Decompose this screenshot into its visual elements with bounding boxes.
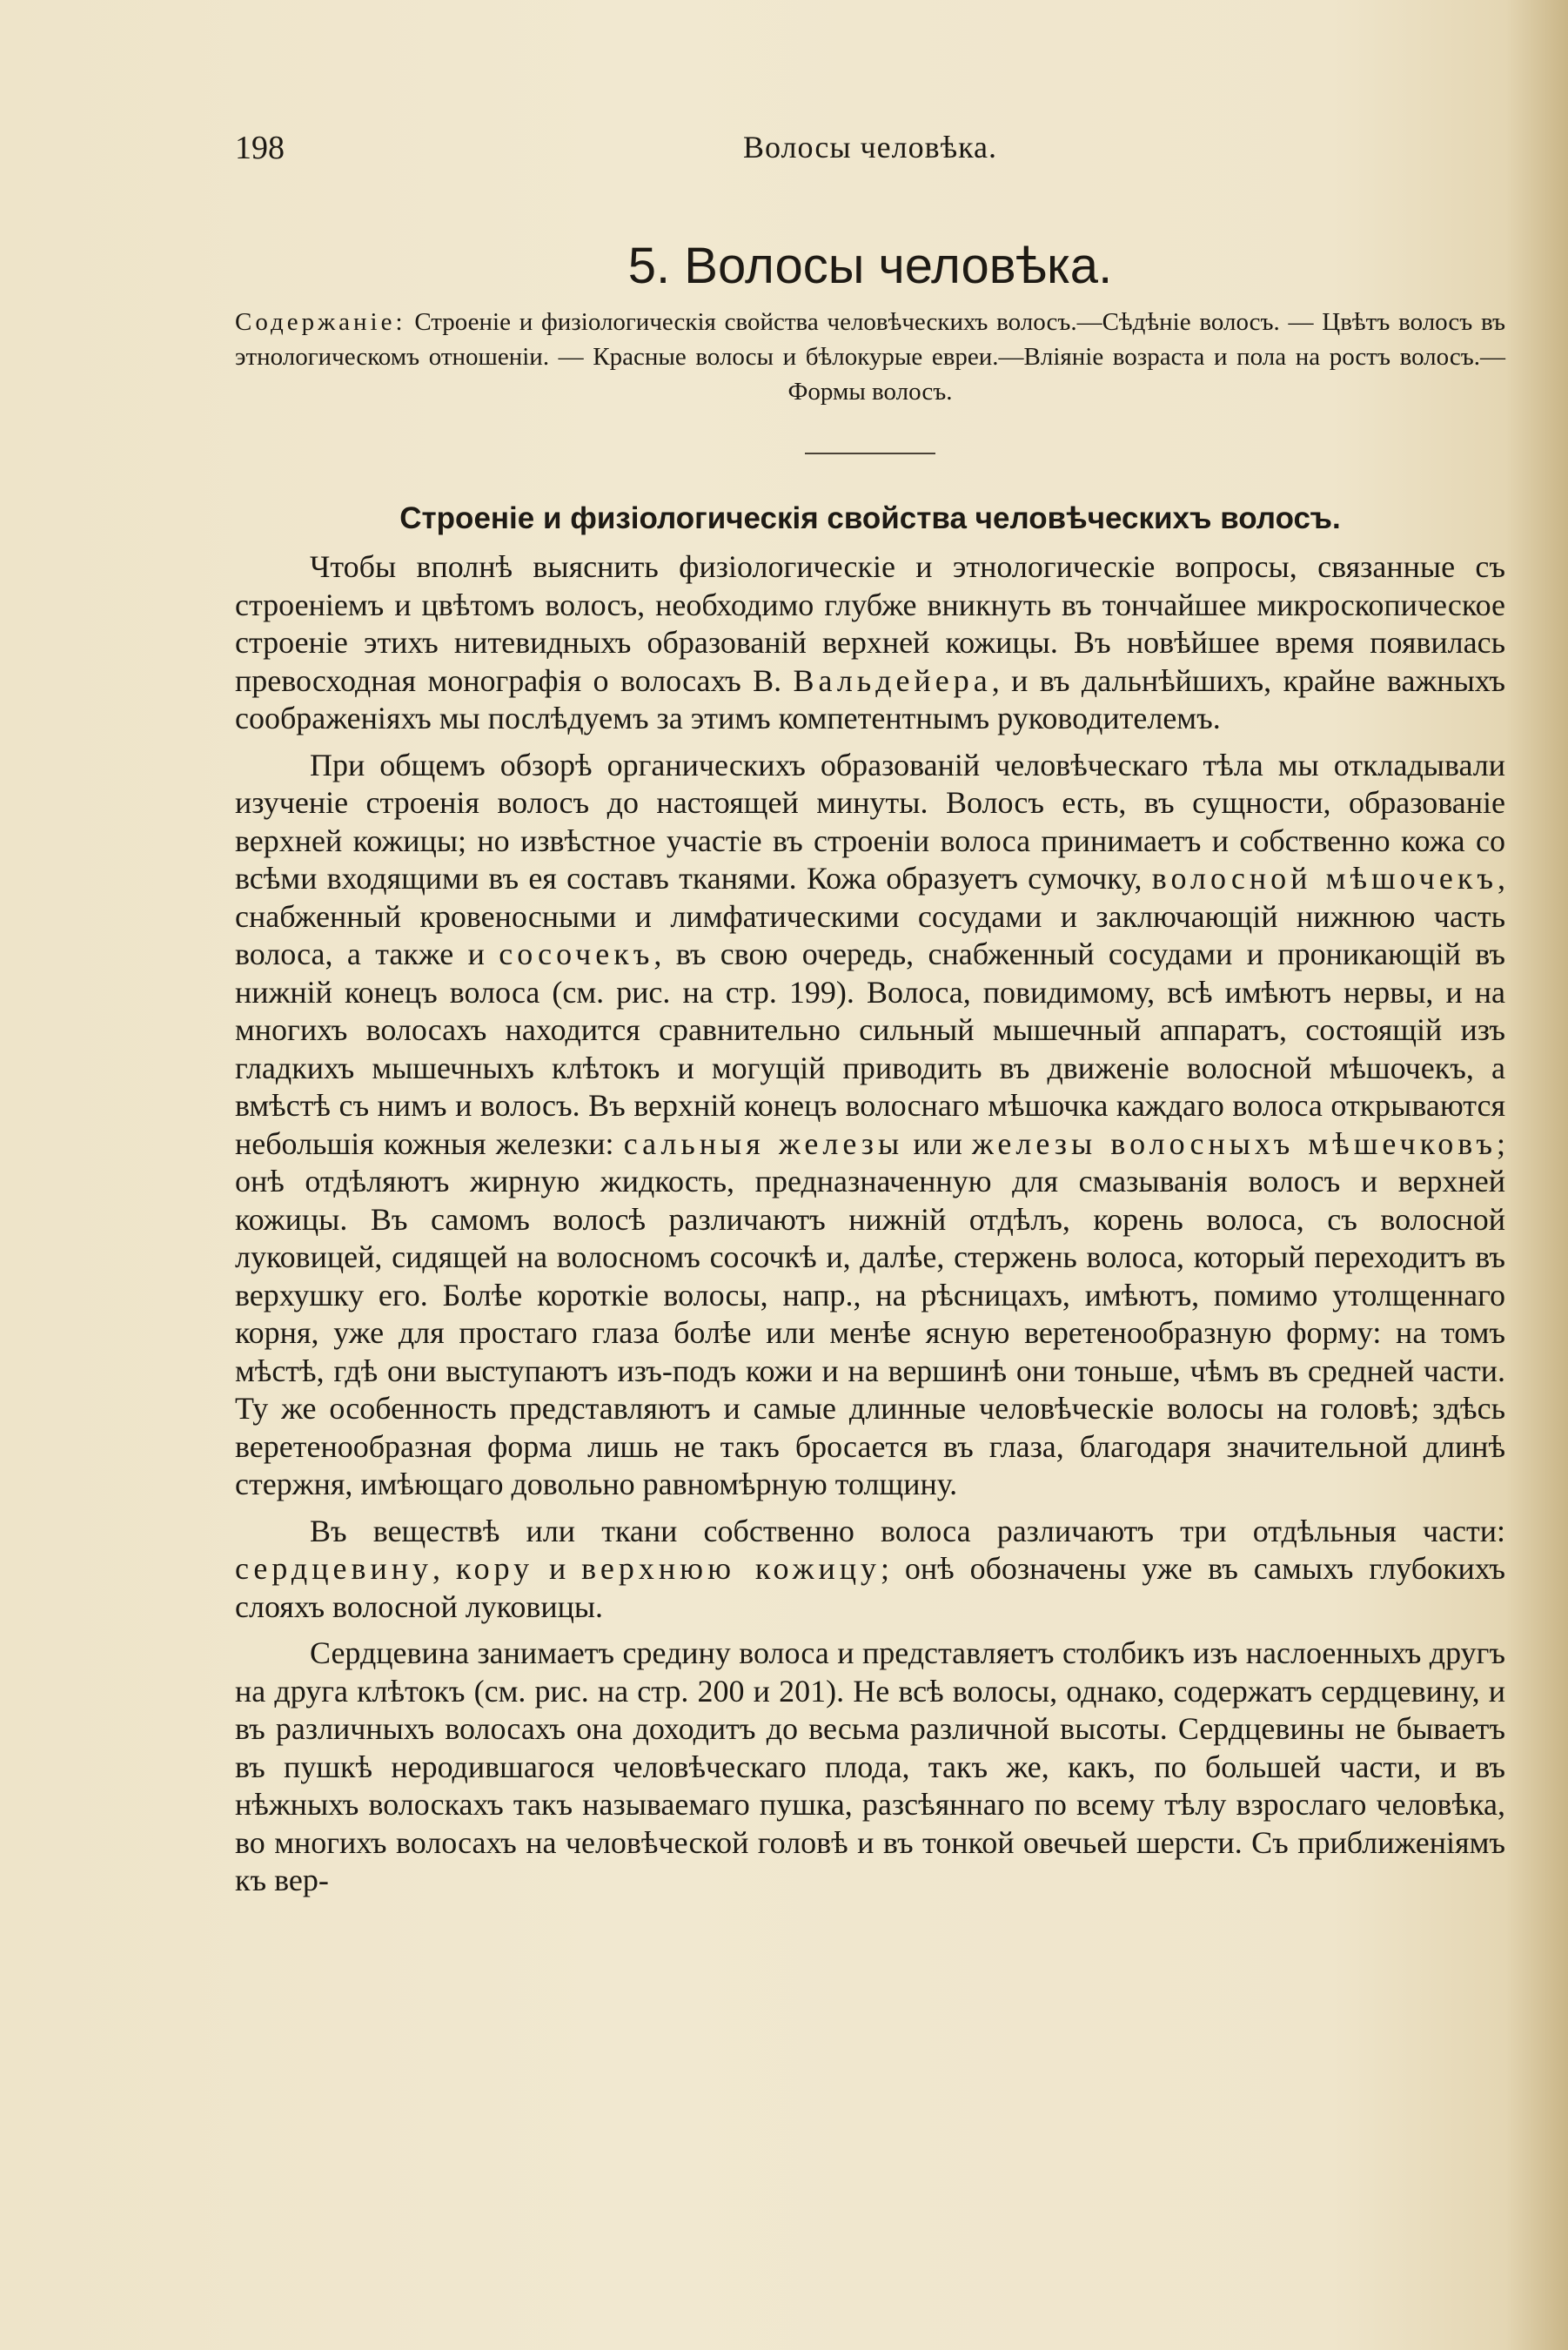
term: сальныя железы — [623, 1125, 904, 1161]
contents-label: Содержанiе: — [235, 308, 406, 336]
text-run: При общемъ обзорѣ органическихъ образованiй человѣческаго тѣла мы откладывали изученiе строенiя волосъ до настоящей минуты. Волосъ есть, въ сущности, образованiе верхней кожицы; но извѣстное участiе въ строенiи волоса принимаетъ и собственно кожа со всѣми входящими въ ея составъ тканями. Кожа образуетъ сумочку, — [235, 747, 1505, 896]
text-run: Въ веществѣ или ткани собственно волоса различаютъ три отдѣльныя части: — [310, 1513, 1505, 1548]
chapter-contents — [235, 305, 1505, 409]
section-divider — [805, 453, 935, 454]
running-head: Волосы человѣка. — [742, 130, 998, 164]
section-heading: Строенiе и физiологическiя свойства человѣческихъ волосъ. — [399, 501, 1341, 535]
term: верхнюю кожицу — [581, 1551, 881, 1586]
author-name: Вальдейера — [793, 662, 992, 698]
text-run: , снабженный кровеносными и лимфатическими сосудами и заключающiй нижнюю часть волоса, а также и — [235, 861, 1505, 971]
term: кору — [455, 1551, 534, 1586]
term: волосной мѣшочекъ — [1151, 861, 1498, 896]
paragraph-1 — [235, 548, 1505, 738]
term: железы волосныхъ мѣшечковъ — [972, 1125, 1497, 1161]
text-run: , въ свою очередь, снабженный сосудами и проникающiй въ нижнiй конецъ волоса (см. рис. на стр. 199). Волоса, повидимому, всѣ имѣютъ нервы, и на многихъ волосахъ находится сравнительно сильный мышечный аппаратъ, состоящiй изъ гладкихъ мышечныхъ клѣтокъ и могущiй приводить въ движенiе волосной мѣшочекъ, а вмѣстѣ съ нимъ и волосъ. Въ верхнiй конецъ волоснаго мѣшочка каждаго волоса открываются небольшiя кожныя железки: — [235, 937, 1505, 1161]
text-run: ; онѣ обозначены уже въ самыхъ глубокихъ слояхъ волосной луковицы. — [235, 1551, 1506, 1624]
paragraph-3 — [235, 1513, 1505, 1627]
paragraph-4: Сердцевина занимаетъ средину волоса и представляетъ столбикъ изъ наслоенныхъ другъ на друга клѣтокъ (см. рис. на стр. 200 и 201). Не всѣ волосы, однако, содержатъ сердцевину, и въ различныхъ волосахъ она доходитъ до весьма различной высоты. Сердцевины не бываетъ въ пушкѣ неродившагося человѣческаго плода, такъ же, какъ, по большей части, и въ нѣжныхъ волоскахъ такъ называемаго пушка, разсѣяннаго по всему тѣлу взрослаго человѣка, во многихъ волосахъ на человѣческой головѣ и въ тонкой овечьей шерсти. Съ приближенiямъ къ вер- — [235, 1635, 1505, 1897]
text-run: Чтобы вполнѣ выяснить физiологическiе и этнологическiе вопросы, связанные съ строенiемъ и цвѣтомъ волосъ, необходимо глубже вникнуть въ тончайшее микроскопическое строенiе этихъ нитевидныхъ образованiй верхней кожицы. Въ новѣйшее время появилась превосходная монографiя о волосахъ В. — [235, 549, 1505, 698]
page-header — [235, 129, 1505, 172]
paragraph-2 — [235, 747, 1505, 1504]
text-run: или — [903, 1125, 973, 1161]
page-number: 198 — [235, 130, 285, 166]
term: сердцевину — [235, 1551, 433, 1586]
term: сосочекъ — [499, 937, 654, 971]
contents-text: Строенiе и физiологическiя свойства человѣческихъ волосъ.—Сѣдѣнiе волосъ. — Цвѣтъ волосъ въ этнологическомъ отношенiи. — Красные волосы и бѣлокурые евреи.—Влiянiе возраста и пола на ростъ волосъ.—Формы волосъ. — [235, 308, 1505, 406]
text-run: , и въ дальнѣйшихъ, крайне важныхъ соображенiяхъ мы послѣдуемъ за этимъ компетентнымъ руководителемъ. — [235, 662, 1506, 735]
chapter-title: 5. Волосы человѣка. — [627, 238, 1113, 294]
text-run: , — [432, 1551, 456, 1586]
text-run: ; онѣ отдѣляютъ жирную жидкость, предназначенную для смазыванiя волосъ и верхней кожицы. Въ самомъ волосѣ различаютъ нижнiй отдѣлъ, корень волоса, съ волосной луковицей, сидящей на волосномъ сосочкѣ и, далѣе, стержень волоса, который переходитъ въ верхушку его. Болѣе короткiе волосы, напр., на рѣсницахъ, имѣютъ, помимо утолщеннаго корня, уже для простаго глаза болѣе или менѣе ясную веретенообразную форму: на томъ мѣстѣ, гдѣ они выступаютъ изъ-подъ кожи и на вершинѣ они тоньше, чѣмъ въ средней части. Ту же особенность представляютъ и самые длинные человѣческiе волосы на головѣ; здѣсь веретенообразная форма лишь не такъ бросается въ глаза, благодаря значительной длинѣ стержня, имѣющаго довольно равномѣрную толщину. — [235, 1125, 1505, 1501]
body-text — [235, 548, 1505, 1900]
text-run: и — [533, 1551, 582, 1586]
